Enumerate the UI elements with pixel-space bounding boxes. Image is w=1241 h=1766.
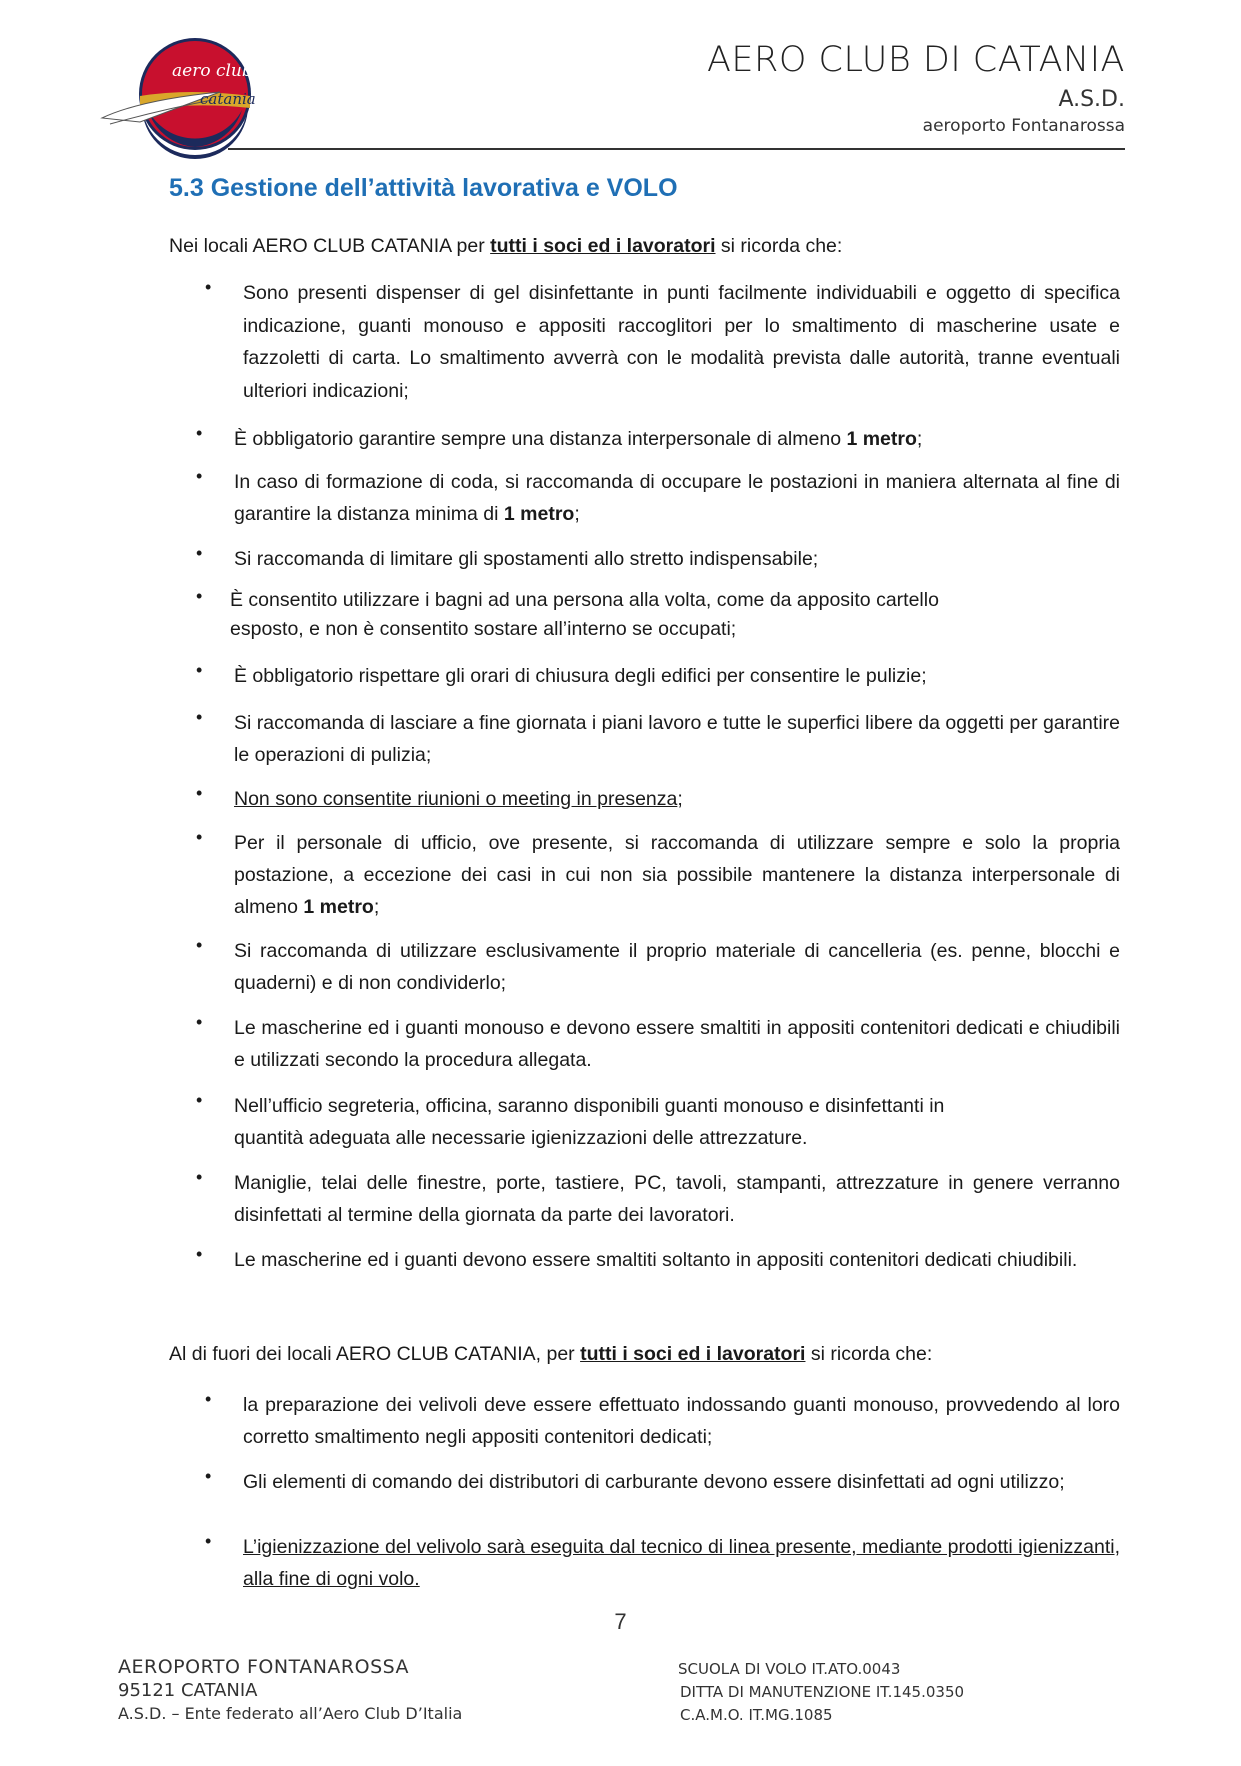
bullet-dot: • bbox=[196, 1090, 203, 1110]
list-item-text: Nell’ufficio segreteria, officina, saranno disponibili guanti monouso e disinfettanti in quantità adeguata alle necessarie igienizzazioni delle attrezzature. bbox=[234, 1095, 945, 1149]
header-title: AERO CLUB DI CATANIA bbox=[706, 40, 1125, 80]
bullet-dot: • bbox=[196, 935, 203, 955]
bullet-dot: • bbox=[205, 277, 212, 297]
footer-camo: C.A.M.O. IT.MG.1085 bbox=[680, 1706, 833, 1724]
outside-intro-text-end: si ricorda che: bbox=[805, 1343, 933, 1365]
list-item-text: Le mascherine ed i guanti devono essere smaltiti soltanto in appositi contenitori dedicati chiudibili. bbox=[234, 1249, 1078, 1271]
list-item-text: È obbligatorio rispettare gli orari di chiusura degli edifici per consentire le pulizie; bbox=[234, 665, 927, 687]
page-number: 7 bbox=[614, 1609, 627, 1634]
outside-intro-text: Al di fuori dei locali AERO CLUB CATANIA, per bbox=[169, 1343, 581, 1365]
outside-intro-paragraph bbox=[169, 1343, 932, 1366]
list-item-text: Si raccomanda di limitare gli spostamenti allo stretto indispensabile; bbox=[234, 548, 819, 570]
list-item-text: In caso di formazione di coda, si raccomanda di occupare le postazioni in maniera alternata al fine di garantire la distanza minima di 1 metro; bbox=[234, 471, 1120, 525]
section-heading: 5.3 Gestione dell’attività lavorativa e VOLO bbox=[169, 174, 678, 202]
list-item-text: Le mascherine ed i guanti monouso e devono essere smaltiti in appositi contenitori dedicati e chiudibili e utilizzati secondo la procedura allegata. bbox=[234, 1017, 1120, 1071]
logo-text-top: aero club bbox=[172, 61, 253, 81]
bullet-dot: • bbox=[196, 1244, 203, 1264]
bullet-dot: • bbox=[196, 586, 203, 606]
intro-emphasis: tutti i soci ed i lavoratori bbox=[490, 235, 716, 257]
footer-federation: A.S.D. – Ente federato all’Aero Club D’Italia bbox=[118, 1704, 463, 1723]
bullet-dot: • bbox=[196, 1167, 203, 1187]
bullet-dot: • bbox=[196, 660, 203, 680]
bullet-dot: • bbox=[196, 827, 203, 847]
intro-text: Nei locali AERO CLUB CATANIA per bbox=[169, 235, 491, 257]
intro-text-end: si ricorda che: bbox=[715, 235, 843, 257]
header-divider bbox=[228, 148, 1125, 150]
list-item-text: Si raccomanda di lasciare a fine giornata i piani lavoro e tutte le superfici libere da oggetti per garantire le operazioni di pulizia; bbox=[234, 712, 1120, 766]
outside-intro-emphasis: tutti i soci ed i lavoratori bbox=[580, 1343, 806, 1365]
list-item-text: la preparazione dei velivoli deve essere effettuato indossando guanti monouso, provvedendo al loro corretto smaltimento negli appositi contenitori dedicati; bbox=[243, 1394, 1120, 1448]
footer-maintenance: DITTA DI MANUTENZIONE IT.145.0350 bbox=[680, 1683, 965, 1701]
list-item-text: Per il personale di ufficio, ove presente, si raccomanda di utilizzare sempre e solo la propria postazione, a eccezione dei casi in cui non sia possibile mantenere la distanza interpersonale di almeno 1 metro; bbox=[234, 832, 1120, 918]
header-location: aeroporto Fontanarossa bbox=[922, 116, 1125, 136]
logo-text-bottom: catania bbox=[200, 90, 256, 108]
bullet-dot: • bbox=[196, 423, 203, 443]
bullet-dot: • bbox=[205, 1531, 212, 1551]
footer-airport: AEROPORTO FONTANAROSSA bbox=[118, 1656, 410, 1678]
list-item-text: Non sono consentite riunioni o meeting in presenza; bbox=[234, 788, 683, 810]
bullet-dot: • bbox=[205, 1389, 212, 1409]
list-item-text: L’igienizzazione del velivolo sarà eseguita dal tecnico di linea presente, mediante prodotti igienizzanti, alla fine di ogni volo. bbox=[243, 1536, 1120, 1590]
list-item-text: Maniglie, telai delle finestre, porte, tastiere, PC, tavoli, stampanti, attrezzature in genere verranno disinfettati al termine della giornata da parte dei lavoratori. bbox=[234, 1172, 1120, 1226]
list-item-text: È obbligatorio garantire sempre una distanza interpersonale di almeno 1 metro; bbox=[234, 428, 923, 450]
list-item-text: Gli elementi di comando dei distributori di carburante devono essere disinfettati ad ogni utilizzo; bbox=[243, 1471, 1065, 1493]
bullet-dot: • bbox=[196, 783, 203, 803]
bullet-dot: • bbox=[196, 1012, 203, 1032]
bullet-dot: • bbox=[205, 1466, 212, 1486]
header-subtitle: A.S.D. bbox=[1058, 87, 1125, 112]
bullet-dot: • bbox=[196, 707, 203, 727]
list-item-text: Sono presenti dispenser di gel disinfettante in punti facilmente individuabili e oggetto di specifica indicazione, guanti monouso e appositi raccoglitori per lo smaltimento di mascherine usate e fazzoletti di carta. Lo smaltimento avverrà con le modalità prevista dalle autorità, tranne eventuali ulteriori indicazioni; bbox=[243, 282, 1120, 402]
bullet-dot: • bbox=[196, 543, 203, 563]
footer-flight-school: SCUOLA DI VOLO IT.ATO.0043 bbox=[678, 1660, 901, 1678]
bullet-dot: • bbox=[196, 466, 203, 486]
list-item-text: Si raccomanda di utilizzare esclusivamente il proprio materiale di cancelleria (es. penne, blocchi e quaderni) e di non condividerlo; bbox=[234, 940, 1120, 994]
aero-club-catania-logo bbox=[100, 30, 268, 160]
intro-paragraph bbox=[169, 235, 842, 258]
footer-city: 95121 CATANIA bbox=[118, 1680, 258, 1701]
list-item-text: È consentito utilizzare i bagni ad una persona alla volta, come da apposito cartello esposto, e non è consentito sostare all’interno se occupati; bbox=[230, 589, 939, 640]
